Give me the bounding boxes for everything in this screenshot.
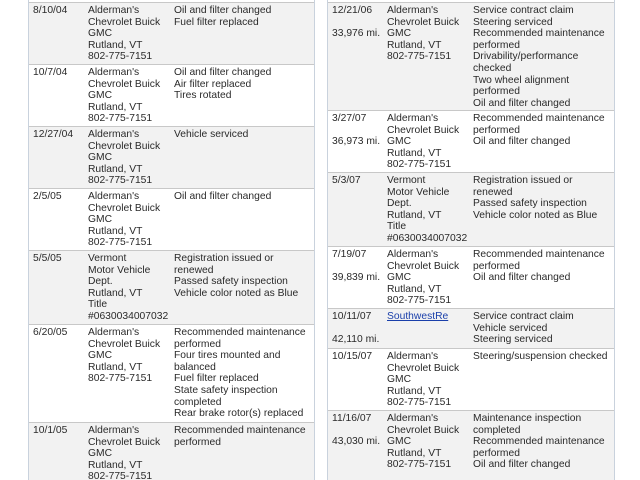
- comment-line: Vehicle serviced: [473, 322, 548, 334]
- comment-line: Recommended maintenance performed: [473, 249, 605, 272]
- history-record: [29, 64, 314, 126]
- record-source: [88, 5, 172, 63]
- comment-line: Service contract claim: [473, 5, 574, 16]
- record-date: 6/20/05: [33, 327, 68, 338]
- source-line: GMC: [387, 136, 412, 148]
- comment-line: Maintenance inspection completed: [473, 413, 582, 436]
- comment-line: Passed safety inspection: [473, 198, 587, 210]
- source-line: Chevrolet Buick: [88, 338, 161, 350]
- source-line: GMC: [387, 374, 412, 386]
- history-record: [328, 172, 614, 246]
- history-column-left: [28, 0, 315, 480]
- source-line: 802-775-7151: [387, 159, 452, 171]
- record-date: 5/3/07: [332, 175, 361, 186]
- record-date-cell: [332, 5, 384, 39]
- record-source: [387, 113, 471, 171]
- source-line: Motor Vehicle: [387, 186, 450, 198]
- history-record: [328, 110, 614, 172]
- source-line: Chevrolet Buick: [387, 362, 460, 374]
- source-link[interactable]: SouthwestRe: [387, 311, 449, 322]
- source-line: GMC: [88, 448, 113, 460]
- record-date: 10/11/07: [332, 311, 372, 322]
- comment-line: Recommended maintenance performed: [174, 327, 306, 350]
- record-source: [88, 253, 172, 323]
- source-line: Rutland, VT: [387, 209, 442, 221]
- record-mileage: 43,030 mi.: [332, 435, 381, 447]
- comment-line: Service contract claim: [473, 311, 574, 322]
- source-line: Alderman's: [387, 5, 439, 16]
- source-line: Rutland, VT: [387, 39, 442, 51]
- source-line: Alderman's: [387, 113, 439, 124]
- record-date-cell: [332, 113, 384, 147]
- record-mileage: 36,973 mi.: [332, 135, 381, 147]
- comment-line: Oil and filter changed: [473, 97, 571, 109]
- history-record: [29, 188, 314, 250]
- source-line: Chevrolet Buick: [387, 260, 460, 272]
- source-line: Alderman's: [88, 67, 140, 78]
- comment-line: Recommended maintenance performed: [473, 28, 605, 51]
- source-line: Alderman's: [88, 327, 140, 338]
- source-line: 802-775-7151: [88, 51, 153, 63]
- record-source: [387, 249, 471, 307]
- record-date: 8/10/04: [33, 5, 68, 16]
- source-line: Title: [88, 299, 108, 311]
- source-line: Dept.: [387, 198, 412, 210]
- source-line: Chevrolet Buick: [88, 202, 161, 214]
- record-comments: [174, 5, 314, 28]
- comment-line: Two wheel alignment performed: [473, 74, 570, 98]
- comment-line: Oil and filter changed: [473, 272, 571, 284]
- comment-line: Oil and filter changed: [174, 191, 272, 202]
- comment-line: Vehicle serviced: [174, 129, 249, 140]
- record-source: [88, 129, 172, 187]
- record-source: [88, 191, 172, 249]
- record-source: [387, 5, 471, 63]
- record-source: [387, 351, 471, 409]
- source-line: Alderman's: [88, 425, 140, 436]
- source-line: Rutland, VT: [88, 101, 143, 113]
- source-line: Alderman's: [88, 129, 140, 140]
- record-date-cell: [33, 425, 85, 437]
- record-date-cell: [332, 351, 384, 363]
- record-source: [387, 413, 471, 471]
- source-line: Alderman's: [88, 191, 140, 202]
- comment-line: Tires rotated: [174, 90, 232, 102]
- record-date-cell: [33, 191, 85, 203]
- source-line: GMC: [387, 272, 412, 284]
- source-line: Chevrolet Buick: [387, 124, 460, 136]
- record-comments: [473, 311, 613, 346]
- comment-line: Recommended maintenance performed: [473, 113, 605, 136]
- record-date: 3/27/07: [332, 113, 367, 124]
- record-comments: [174, 327, 314, 420]
- record-mileage: 33,976 mi.: [332, 27, 381, 39]
- record-date: 10/7/04: [33, 67, 68, 78]
- source-line: Alderman's: [387, 413, 439, 424]
- source-line: Title: [387, 221, 407, 233]
- source-line: 802-775-7151: [88, 175, 153, 187]
- source-line: Rutland, VT: [88, 287, 143, 299]
- source-line: 802-775-7151: [387, 397, 452, 409]
- source-line: Motor Vehicle: [88, 264, 151, 276]
- source-line: Alderman's: [387, 249, 439, 260]
- source-line: GMC: [88, 90, 113, 102]
- source-line: Chevrolet Buick: [387, 16, 460, 28]
- history-record: [328, 348, 614, 410]
- source-line: Rutland, VT: [88, 39, 143, 51]
- comment-line: Oil and filter changed: [174, 67, 272, 78]
- source-line: Alderman's: [387, 351, 439, 362]
- comment-line: Vehicle color noted as Blue: [473, 209, 598, 221]
- source-line: 802-775-7151: [387, 295, 452, 307]
- record-comments: [473, 113, 613, 148]
- source-line: 802-775-7151: [88, 471, 153, 480]
- history-column-right: [327, 0, 615, 480]
- comment-line: Four tires mounted and balanced: [174, 350, 281, 373]
- source-line: Rutland, VT: [387, 283, 442, 295]
- source-line: GMC: [88, 28, 113, 40]
- comment-line: Recommended maintenance performed: [473, 436, 605, 459]
- history-record: [328, 308, 614, 348]
- comment-line: Registration issued or renewed: [174, 253, 274, 276]
- source-line: #0630034007032: [387, 232, 468, 244]
- comment-line: Oil and filter changed: [473, 459, 571, 471]
- record-comments: [174, 425, 314, 448]
- source-line: GMC: [387, 28, 412, 40]
- record-date: 10/15/07: [332, 351, 373, 362]
- record-comments: [473, 249, 613, 284]
- record-source: [387, 175, 471, 245]
- source-line: Alderman's: [88, 5, 140, 16]
- record-date-cell: [332, 249, 384, 283]
- history-record: [29, 250, 314, 324]
- record-comments: [174, 129, 314, 141]
- source-line: Vermont: [387, 175, 426, 186]
- comment-line: Steering/suspension checked: [473, 351, 608, 362]
- source-line: 802-775-7151: [387, 51, 452, 63]
- source-line: GMC: [88, 214, 113, 226]
- record-comments: [473, 351, 613, 363]
- record-comments: [174, 191, 314, 203]
- source-line: Chevrolet Buick: [88, 436, 161, 448]
- comment-line: Recommended maintenance performed: [174, 425, 306, 448]
- comment-line: Steering serviced: [473, 16, 553, 28]
- comment-line: Registration issued or renewed: [473, 175, 573, 198]
- history-record: [29, 324, 314, 422]
- source-line: Dept.: [88, 276, 113, 288]
- source-line: Chevrolet Buick: [88, 140, 161, 152]
- record-date-cell: [33, 5, 85, 17]
- record-mileage: 42,110 mi.: [332, 333, 380, 345]
- source-line: Chevrolet Buick: [88, 16, 161, 28]
- comment-line: Vehicle color noted as Blue: [174, 287, 299, 299]
- comment-line: Oil and filter changed: [473, 136, 571, 148]
- record-comments: [473, 175, 613, 221]
- record-date-cell: [332, 175, 384, 187]
- record-date: 12/21/06: [332, 5, 373, 16]
- source-line: 802-775-7151: [387, 459, 452, 471]
- record-mileage: 39,839 mi.: [332, 271, 381, 283]
- record-source: [88, 67, 172, 125]
- history-record: [29, 422, 314, 480]
- source-line: Vermont: [88, 253, 127, 264]
- record-source: [88, 327, 172, 385]
- record-date: 7/19/07: [332, 249, 367, 260]
- comment-line: Passed safety inspection: [174, 276, 288, 288]
- record-comments: [174, 67, 314, 102]
- history-record: [328, 410, 614, 480]
- record-date: 11/16/07: [332, 413, 372, 424]
- record-comments: [473, 413, 613, 471]
- record-source: [387, 311, 471, 323]
- source-line: Rutland, VT: [88, 163, 143, 175]
- record-date-cell: [332, 311, 384, 345]
- source-line: 802-775-7151: [88, 113, 153, 125]
- comment-line: Oil and filter changed: [174, 5, 272, 16]
- record-date-cell: [33, 129, 85, 141]
- record-date: 5/5/05: [33, 253, 62, 264]
- source-line: Rutland, VT: [88, 225, 143, 237]
- record-date-cell: [33, 327, 85, 339]
- history-record: [328, 246, 614, 308]
- history-record: [328, 2, 614, 110]
- source-line: GMC: [88, 350, 113, 362]
- record-date-cell: [33, 67, 85, 79]
- source-line: Chevrolet Buick: [88, 78, 161, 90]
- record-date-cell: [332, 413, 384, 447]
- record-comments: [174, 253, 314, 299]
- source-line: Rutland, VT: [387, 385, 442, 397]
- source-line: Rutland, VT: [387, 147, 442, 159]
- comment-line: Air filter replaced: [174, 78, 252, 90]
- comment-line: Steering serviced: [473, 334, 553, 346]
- source-line: 802-775-7151: [88, 237, 153, 249]
- record-date-cell: [33, 253, 85, 265]
- record-date: 12/27/04: [33, 129, 74, 140]
- record-source: [88, 425, 172, 480]
- comment-line: State safety inspection completed: [174, 384, 278, 408]
- comment-line: Fuel filter replaced: [174, 373, 259, 385]
- source-line: Rutland, VT: [88, 361, 143, 373]
- record-date: 2/5/05: [33, 191, 62, 202]
- comment-line: Drivability/performance checked: [473, 51, 579, 74]
- comment-line: Fuel filter replaced: [174, 16, 259, 28]
- source-line: GMC: [387, 436, 412, 448]
- history-record: [29, 126, 314, 188]
- record-date: 10/1/05: [33, 425, 68, 436]
- source-line: Chevrolet Buick: [387, 424, 460, 436]
- source-line: #0630034007032: [88, 310, 169, 322]
- source-line: Rutland, VT: [387, 447, 442, 459]
- record-comments: [473, 5, 613, 109]
- history-record: [29, 2, 314, 64]
- source-line: 802-775-7151: [88, 373, 153, 385]
- source-line: GMC: [88, 152, 113, 164]
- source-line: Rutland, VT: [88, 459, 143, 471]
- comment-line: Rear brake rotor(s) replaced: [174, 408, 304, 420]
